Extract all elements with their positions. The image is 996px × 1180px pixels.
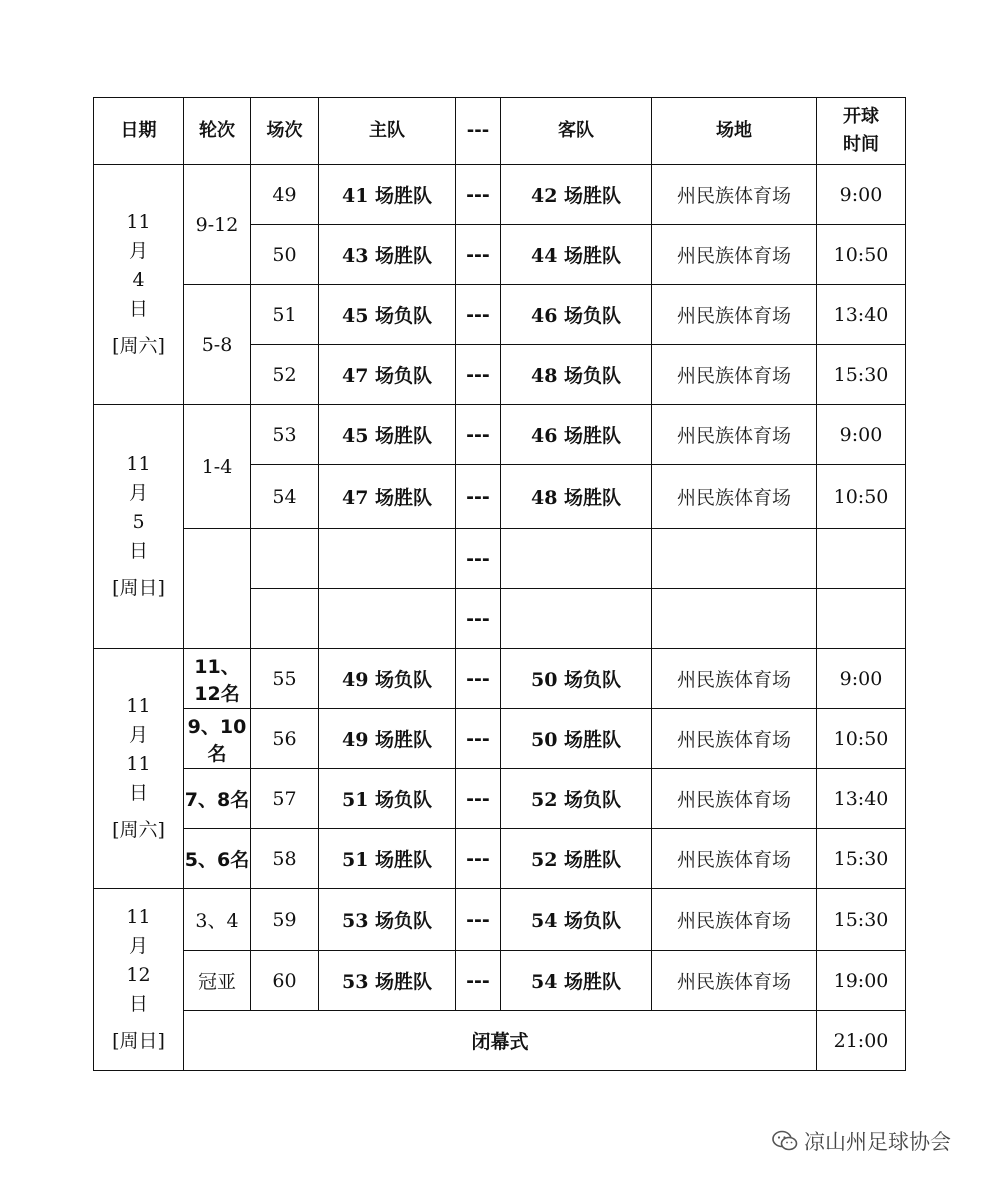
away-team: 52 场胜队 [501, 829, 652, 889]
home-team: 53 场负队 [319, 889, 456, 951]
table-row [94, 285, 906, 345]
date-day-char: 日 [128, 782, 148, 804]
round-cell: 9、10名 [184, 709, 251, 769]
table-row [94, 649, 906, 709]
round-cell-empty [184, 529, 251, 649]
home-team: 41 场胜队 [319, 165, 456, 225]
round-cell: 3、4 [184, 889, 251, 951]
schedule-table [93, 97, 906, 1071]
date-weekday: [周日] [112, 577, 165, 599]
venue: 州民族体育场 [652, 465, 817, 529]
separator: --- [456, 225, 501, 285]
kickoff-time: 9:00 [817, 649, 906, 709]
date-month-char: 月 [128, 240, 148, 262]
header-date: 日期 [94, 98, 184, 165]
date-day: 4 [132, 269, 145, 291]
watermark-text: 凉山州足球协会 [804, 1130, 951, 1154]
home-team [319, 529, 456, 589]
venue [652, 589, 817, 649]
venue: 州民族体育场 [652, 405, 817, 465]
venue: 州民族体育场 [652, 285, 817, 345]
match-no: 51 [251, 285, 319, 345]
separator: --- [456, 529, 501, 589]
away-team: 50 场胜队 [501, 709, 652, 769]
date-month: 11 [126, 695, 151, 717]
round-cell: 11、12名 [184, 649, 251, 709]
date-weekday: [周日] [112, 1030, 165, 1052]
kickoff-time: 10:50 [817, 709, 906, 769]
header-row [94, 98, 906, 165]
kickoff-time: 13:40 [817, 769, 906, 829]
round-cell: 5-8 [184, 285, 251, 405]
match-no [251, 589, 319, 649]
header-venue: 场地 [652, 98, 817, 165]
away-team: 48 场负队 [501, 345, 652, 405]
match-no: 56 [251, 709, 319, 769]
match-no: 52 [251, 345, 319, 405]
home-team: 49 场负队 [319, 649, 456, 709]
away-team: 54 场胜队 [501, 951, 652, 1011]
kickoff-time: 15:30 [817, 889, 906, 951]
separator: --- [456, 465, 501, 529]
round-cell: 1-4 [184, 405, 251, 529]
venue: 州民族体育场 [652, 889, 817, 951]
kickoff-time: 13:40 [817, 285, 906, 345]
home-team [319, 589, 456, 649]
match-no: 55 [251, 649, 319, 709]
separator: --- [456, 345, 501, 405]
away-team [501, 589, 652, 649]
away-team: 54 场负队 [501, 889, 652, 951]
date-month: 11 [126, 453, 151, 475]
table-row [94, 165, 906, 225]
date-day-char: 日 [128, 993, 148, 1015]
home-team: 47 场负队 [319, 345, 456, 405]
round-cell: 7、8名 [184, 769, 251, 829]
round-cell: 9-12 [184, 165, 251, 285]
separator: --- [456, 405, 501, 465]
header-away: 客队 [501, 98, 652, 165]
separator: --- [456, 165, 501, 225]
table-row [94, 951, 906, 1011]
away-team: 46 场胜队 [501, 405, 652, 465]
venue: 州民族体育场 [652, 709, 817, 769]
date-cell [94, 405, 184, 649]
table-row [94, 405, 906, 465]
date-day: 12 [126, 964, 151, 986]
match-no: 50 [251, 225, 319, 285]
match-no: 49 [251, 165, 319, 225]
date-month-char: 月 [128, 935, 148, 957]
match-no: 58 [251, 829, 319, 889]
date-weekday: [周六] [112, 335, 165, 357]
header-kickoff-1: 开球 [843, 106, 879, 127]
separator: --- [456, 829, 501, 889]
match-no: 54 [251, 465, 319, 529]
away-team: 52 场负队 [501, 769, 652, 829]
header-round: 轮次 [184, 98, 251, 165]
header-match-no: 场次 [251, 98, 319, 165]
home-team: 45 场胜队 [319, 405, 456, 465]
kickoff-time: 10:50 [817, 465, 906, 529]
watermark [772, 1126, 951, 1156]
kickoff-time: 9:00 [817, 405, 906, 465]
separator: --- [456, 709, 501, 769]
table-row [94, 889, 906, 951]
date-month: 11 [126, 211, 151, 233]
date-month-char: 月 [128, 724, 148, 746]
table-row [94, 709, 906, 769]
header-kickoff-2: 时间 [843, 134, 879, 155]
date-month-char: 月 [128, 482, 148, 504]
closing-ceremony: 闭幕式 [184, 1011, 817, 1071]
away-team: 44 场胜队 [501, 225, 652, 285]
venue: 州民族体育场 [652, 951, 817, 1011]
date-month: 11 [126, 906, 151, 928]
separator: --- [456, 649, 501, 709]
venue: 州民族体育场 [652, 225, 817, 285]
venue: 州民族体育场 [652, 829, 817, 889]
kickoff-time: 9:00 [817, 165, 906, 225]
table-row [94, 529, 906, 589]
header-home: 主队 [319, 98, 456, 165]
separator: --- [456, 951, 501, 1011]
away-team [501, 529, 652, 589]
away-team: 42 场胜队 [501, 165, 652, 225]
header-kickoff [817, 98, 906, 165]
venue: 州民族体育场 [652, 165, 817, 225]
date-day: 5 [132, 511, 145, 533]
away-team: 50 场负队 [501, 649, 652, 709]
header-sep: --- [456, 98, 501, 165]
date-cell [94, 649, 184, 889]
home-team: 51 场负队 [319, 769, 456, 829]
venue: 州民族体育场 [652, 345, 817, 405]
kickoff-time: 10:50 [817, 225, 906, 285]
date-day-char: 日 [128, 298, 148, 320]
closing-row [94, 1011, 906, 1071]
home-team: 51 场胜队 [319, 829, 456, 889]
home-team: 45 场负队 [319, 285, 456, 345]
separator: --- [456, 889, 501, 951]
date-day-char: 日 [128, 540, 148, 562]
kickoff-time: 15:30 [817, 345, 906, 405]
round-cell: 冠亚 [184, 951, 251, 1011]
kickoff-time: 19:00 [817, 951, 906, 1011]
separator: --- [456, 589, 501, 649]
date-weekday: [周六] [112, 819, 165, 841]
match-no [251, 529, 319, 589]
home-team: 47 场胜队 [319, 465, 456, 529]
match-no: 53 [251, 405, 319, 465]
kickoff-time: 15:30 [817, 829, 906, 889]
date-day: 11 [126, 753, 151, 775]
match-no: 59 [251, 889, 319, 951]
match-no: 60 [251, 951, 319, 1011]
kickoff-time [817, 529, 906, 589]
home-team: 49 场胜队 [319, 709, 456, 769]
match-no: 57 [251, 769, 319, 829]
away-team: 46 场负队 [501, 285, 652, 345]
separator: --- [456, 285, 501, 345]
table-row [94, 769, 906, 829]
date-cell [94, 889, 184, 1071]
home-team: 43 场胜队 [319, 225, 456, 285]
home-team: 53 场胜队 [319, 951, 456, 1011]
round-cell: 5、6名 [184, 829, 251, 889]
separator: --- [456, 769, 501, 829]
table-row [94, 829, 906, 889]
wechat-icon [772, 1130, 798, 1152]
date-cell [94, 165, 184, 405]
closing-time: 21:00 [817, 1011, 906, 1071]
away-team: 48 场胜队 [501, 465, 652, 529]
venue: 州民族体育场 [652, 649, 817, 709]
kickoff-time [817, 589, 906, 649]
venue: 州民族体育场 [652, 769, 817, 829]
venue [652, 529, 817, 589]
